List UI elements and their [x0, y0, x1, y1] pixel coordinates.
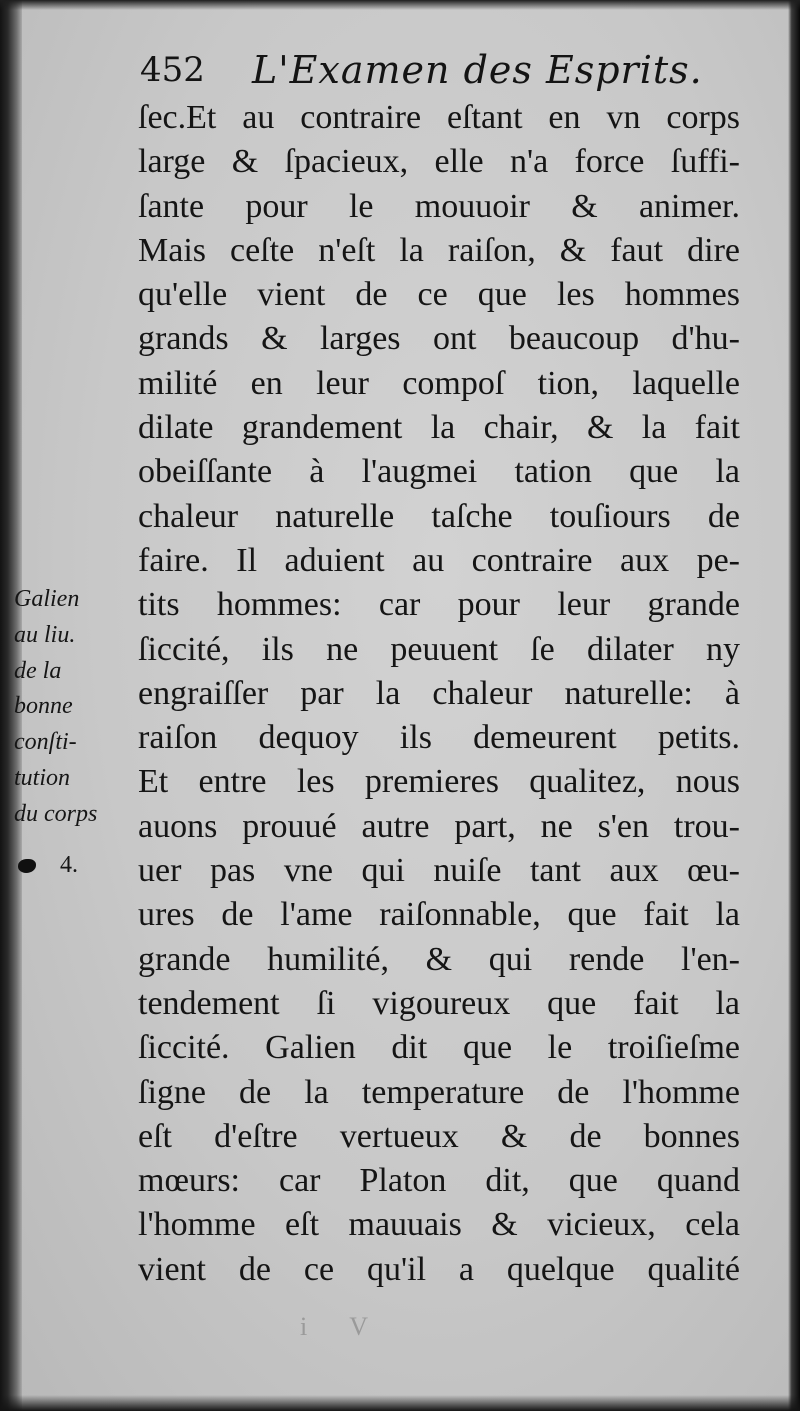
text-line: ſec.Et au contraire eſtant en vn corps [138, 99, 740, 136]
margin-note-line: conſti- [14, 729, 77, 756]
text-line: obeiſſante à l'augmei tation que la [138, 453, 740, 491]
body-text [138, 96, 740, 1292]
text-line: Et entre les premieres qualitez, nous [138, 763, 740, 801]
ink-blot-icon [18, 859, 36, 873]
text-line: tits hommes: car pour leur grande [138, 586, 740, 624]
text-line: mœurs: car Platon dit, que quand [138, 1162, 740, 1200]
text-line: qu'elle vient de ce que les hommes [138, 276, 740, 314]
text-line: faire. Il aduient au contraire aux pe- [138, 541, 740, 579]
show-through-mark: i V [300, 1312, 387, 1341]
text-line: ſiccité, ils ne peuuent ſe dilater ny [138, 630, 740, 668]
margin-note-line: tution [14, 764, 71, 791]
text-line: grande humilité, & qui rende l'en- [138, 940, 740, 978]
margin-note-line: Galien [14, 586, 80, 612]
text-line: ſiccité. Galien dit que le troiſieſme [138, 1029, 740, 1067]
text-line: ſante pour le mouuoir & animer. [138, 187, 740, 225]
page-header [134, 42, 754, 94]
margin-reference-number: 4. [60, 852, 78, 878]
page-edge-top [0, 0, 800, 10]
text-line: tendement ſi vigoureux que fait la [138, 984, 740, 1022]
text-line: raiſon dequoy ils demeurent petits. [138, 719, 740, 757]
text-line: uer pas vne qui nuiſe tant aux œu- [138, 852, 740, 890]
margin-note-line: de la [14, 657, 62, 684]
text-line: auons prouué autre part, ne s'en trou- [138, 807, 740, 845]
text-line: Mais ceſte n'eſt la raiſon, & faut dire [138, 231, 740, 269]
running-title: L'Examen des Esprits. [252, 48, 703, 92]
text-line: large & ſpacieux, elle n'a force ſuffi- [138, 143, 740, 181]
text-line: engraiſſer par la chaleur naturelle: à [138, 674, 740, 712]
text-line: ſigne de la temperature de l'homme [138, 1073, 740, 1111]
margin-reference [18, 852, 98, 888]
margin-note-line: au liu. [14, 621, 76, 648]
text-line: vient de ce qu'il a quelque qualité [138, 1250, 740, 1288]
page-number: 452 [140, 50, 205, 90]
page-edge-bottom [0, 1395, 800, 1411]
text-line: l'homme eſt mauuais & vicieux, cela [138, 1206, 740, 1244]
text-line: dilate grandement la chair, & la fait [138, 409, 740, 447]
margin-note-line: du corps [14, 800, 98, 827]
text-line: grands & larges ont beaucoup d'hu- [138, 320, 740, 358]
text-line: milité en leur compoſ tion, laquelle [138, 364, 740, 402]
text-line: eſt d'eſtre vertueux & de bonnes [138, 1117, 740, 1155]
text-line: chaleur naturelle taſche touſiours de [138, 497, 740, 535]
margin-note [14, 582, 132, 833]
margin-note-line: bonne [14, 693, 73, 720]
page-edge-right [788, 0, 800, 1411]
text-line: ures de l'ame raiſonnable, que fait la [138, 896, 740, 934]
